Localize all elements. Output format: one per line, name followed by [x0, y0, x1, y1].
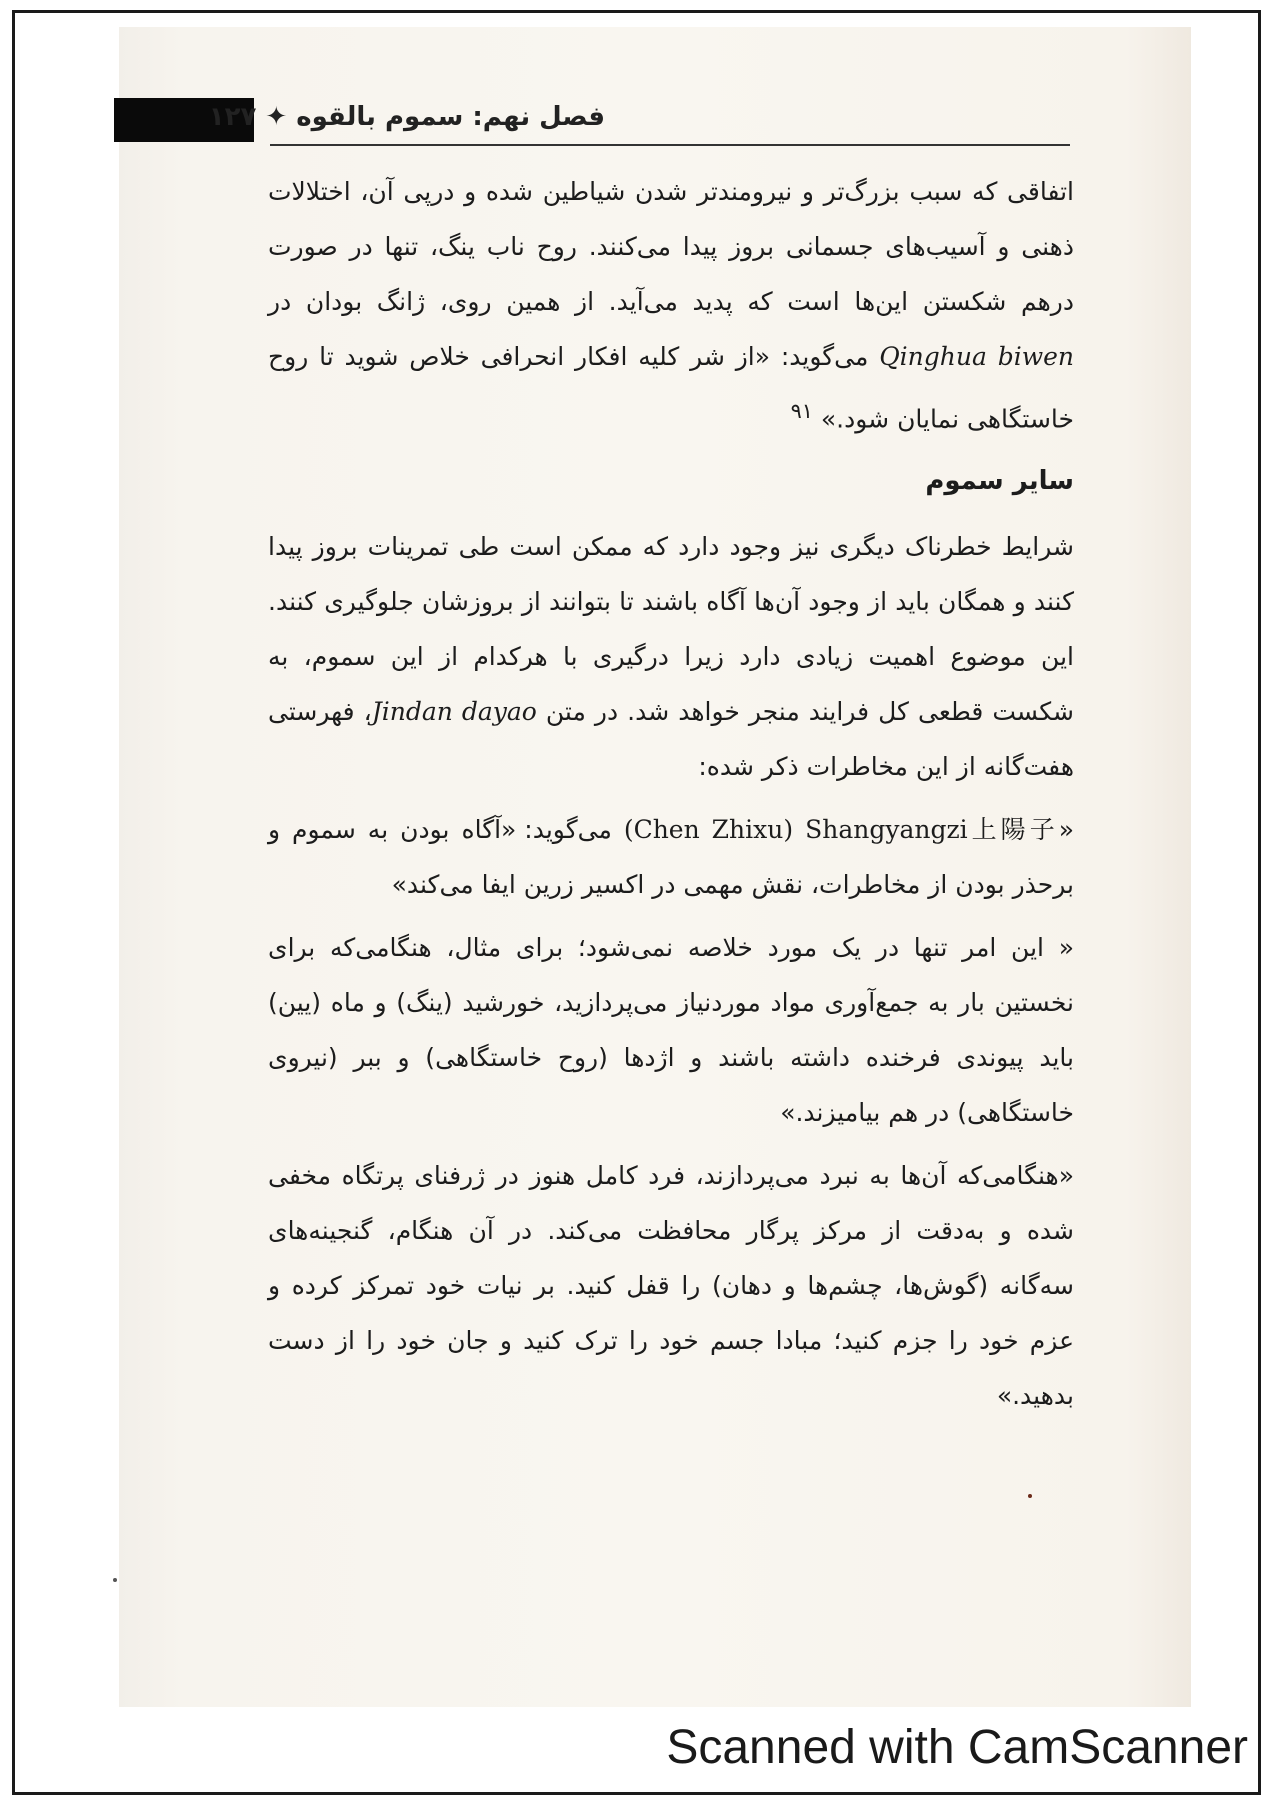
section-heading: سایر سموم [925, 466, 1074, 497]
running-header [208, 94, 605, 140]
chapter-title: فصل نهم: سموم بالقوه [296, 102, 605, 132]
latin-term-qinghua-biwen: Qinghua biwen [879, 342, 1074, 371]
latin-alias-chen-zhixu: (Chen Zhixu) [623, 815, 794, 845]
paragraph-3: «Shangyangzi上陽子 (Chen Zhixu) می‌گوید: «آگاه بودن به سموم و برحذر بودن از مخاطرات، نقش مهمی در اکسیر زرین ایفا می‌کند» [268, 815, 1075, 900]
paragraph-5: «هنگامی‌که آن‌ها به نبرد می‌پردازند، فرد کامل هنوز در ژرفنای پرتگاه مخفی شده و به‌دقت از مرکز پرگار محافظت می‌کند. در آن هنگام، گنجینه‌های سه‌گانه (گوش‌ها، چشم‌ها و دهان) را قفل کنید. بر نیات خود تمرکز کرده و عزم خود را جزم کنید؛ مبادا جسم خود را ترک کنید و جان خود را از دست بدهید.» [268, 1161, 1074, 1411]
header-rule [270, 144, 1070, 146]
latin-term-jindan-dayao: Jindan dayao [371, 697, 537, 727]
ink-speck [113, 1578, 117, 1582]
latin-name-shangyangzi: Shangyangzi上陽子 [805, 815, 1059, 845]
body-text [268, 164, 1074, 1431]
paragraph-1: اتفاقی که سبب بزرگ‌تر و نیرومندتر شدن شیاطین شده و درپی آن، اختلالات ذهنی و آسیب‌های جسمانی بروز پیدا می‌کنند. روح ناب ینگ، تنها در صورت درهم شکستن این‌ها است که پدید می‌آید. از همین روی، ژانگ بودان در Qinghua biwen می‌گوید: «از شر کلیه افکار انحرافی خلاص شوید تا روح خاستگاهی نمایان شود.» $^{۹۱}$ [268, 177, 1074, 434]
ink-speck [1028, 1494, 1032, 1498]
scanner-watermark: Scanned with CamScanner [666, 1721, 1248, 1774]
paragraph-2: شرایط خطرناک دیگری نیز وجود دارد که ممکن است طی تمرینات بروز پیدا کنند و همگان باید از وجود آن‌ها آگاه باشند تا بتوانند از بروزشان جلوگیری کنند. این موضوع اهمیت زیادی دارد زیرا درگیری با هرکدام از این سموم، به شکست قطعی کل فرایند منجر خواهد شد. در متن Jindan dayao، فهرستی هفت‌گانه از این مخاطرات ذکر شده: [268, 532, 1074, 782]
footnote-marker: ۹۱ [790, 399, 813, 423]
paragraph-4: « این امر تنها در یک مورد خلاصه نمی‌شود؛ برای مثال، هنگامی‌که برای نخستین بار به جمع‌آوری مواد موردنیاز می‌پردازید، خورشید (ینگ) و ماه (یین) باید پیوندی فرخنده داشته باشند و اژدها (روح خاستگاهی) و ببر (نیروی خاستگاهی) در هم بیامیزند.» [268, 933, 1074, 1128]
header-separator-icon: ✦ [265, 102, 288, 132]
page-number: ۱۲۷ [208, 102, 257, 132]
